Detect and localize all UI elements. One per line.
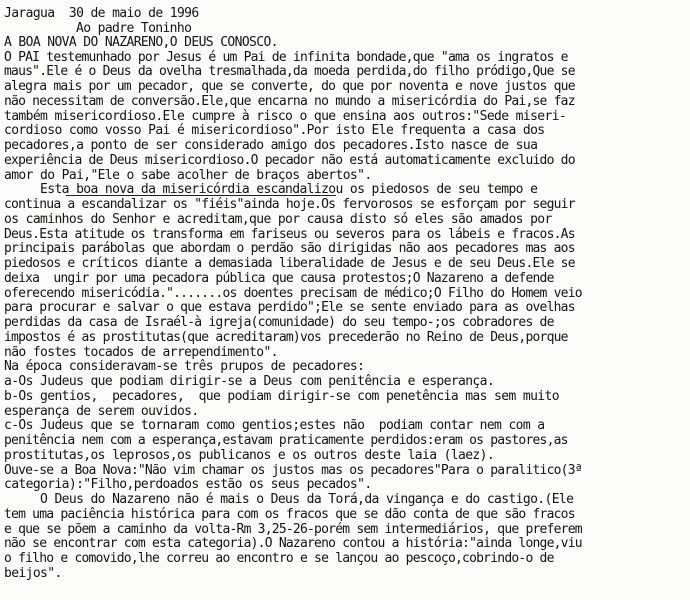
text-line: também misericordioso.Ele cumpre à risco o que ensina aos outros:"Sede miseri- (4, 108, 567, 124)
text-line: não necessitam de conversão.Ele,que encarna no mundo a misericórdia do Pai,se faz (4, 93, 575, 109)
text-line: categoria):"Filho,perdoados estão os seus pecados". (4, 477, 372, 493)
text-line: amor do Pai,"Ele o sabe acolher de braços abertos". (4, 167, 372, 183)
text-line: penitência nem com a esperança,estavam praticamente perdidos:eram os pastores,as (4, 433, 568, 448)
text-line: Esta boa nova da misericórdia escandalizou os piedosos de seu tempo e (4, 182, 538, 198)
text-line: continua a escandalizar os "fiéis"ainda hoje.Os fervorosos se esforçam por seguir (4, 197, 575, 212)
text-line: principais parábolas que abordam o perdão são dirigidas não aos pecadores mas aos (4, 241, 575, 257)
recipient: Ao padre Toninho (76, 20, 192, 36)
document-title: A BOA NOVA DO NAZARENO,O DEUS CONOSCO. (4, 35, 278, 50)
text-line: piedosos e críticos diante a demasiada liberalidade de Jesus e de seu Deus.Ele se (4, 256, 575, 271)
text-line: prostitutas,os leprosos,os publicanos e os outros deste laia (laez). (4, 447, 495, 463)
text-line: c-Os Judeus que se tornaram como gentios;estes não podiam contar nem com a (4, 418, 545, 434)
text-line: impostos é as prostitutas(que acreditaram)vos precederão no Reino de Deus,porque (4, 329, 568, 345)
text-line: O Deus do Nazareno não é mais o Deus da Torá,da vingança e do castigo.(Ele (4, 492, 574, 507)
text-line: para procurar e salvar o que estava perdido";Ele se sente enviado para as ovelhas (4, 300, 575, 316)
text-line: Deus.Esta atitude os transforma em fariseus ou severos para os lábeis e fracos.As (4, 226, 575, 242)
text-line: e que se põem a caminho da volta-Rm 3,25-26-porém sem intermediários, que preferem (4, 521, 582, 537)
text-line: Ouve-se a Boa Nova:"Não vim chamar os justos mas os pecadores"Para o paralitico(3ª (4, 462, 582, 478)
text-line: pecadores,a ponto de ser considerado amigo dos pecadores.Isto nasce de sua (4, 138, 538, 153)
text-line: os caminhos do Senhor e acreditam,que por causa disto só eles são amados por (4, 211, 552, 227)
text-line: beijos". (4, 565, 62, 581)
text-line: experiência de Deus misericordioso.O pecador não está automaticamente excluido do (4, 152, 575, 168)
text-line: oferecendo misericódia.".......os doentes precisam de médico;O Filho do Homem veio (4, 285, 582, 301)
text-line: deixa ungir por uma pecadora pública que causa protestos;O Nazareno a defende (4, 270, 554, 286)
text-line: cordioso como vosso Pai é misericordioso".Por isto Ele frequenta a casa dos (4, 123, 545, 139)
text-line: tem uma paciência histórica para com os fracos que se dão conta de que são fracos (4, 506, 575, 522)
text-line: maus".Ele é o Deus da ovelha tresmalhada,da moeda perdida,do filho pródigo,Que se (4, 64, 575, 80)
text-line: a-Os Judeus que podiam dirigir-se a Deus com penitência e esperança. (4, 374, 495, 389)
text-line: alegra mais por um pecador, que se converte, do que por noventa e nove justos que (4, 79, 575, 94)
text-line: não fostes tocados de arrependimento". (4, 344, 278, 360)
text-line: b-Os gentios, pecadores, que podiam dirigir-se com penetência mas sem muito (4, 388, 559, 404)
text-line: Na época consideravam-se três prupos de pecadores: (4, 359, 365, 375)
text-line: esperança de serem ouvidos. (4, 403, 199, 419)
text-line: perdidas da casa de Israél-à igreja(comunidade) do seu tempo-;os cobradores de (4, 315, 554, 330)
place-date: Jaragua 30 de maio de 1996 (4, 6, 199, 21)
text-line: o filho e comovido,lhe correu ao encontro e se lançou ao pescoço,cobrindo-o de (4, 551, 554, 566)
text-line: não se encontrar com esta categoria).O Nazareno contou a história:"ainda longe,viu (4, 536, 582, 552)
text-line: O PAI testemunhado por Jesus é um Pai de infinita bondade,que "ama os ingratos e (4, 49, 568, 65)
